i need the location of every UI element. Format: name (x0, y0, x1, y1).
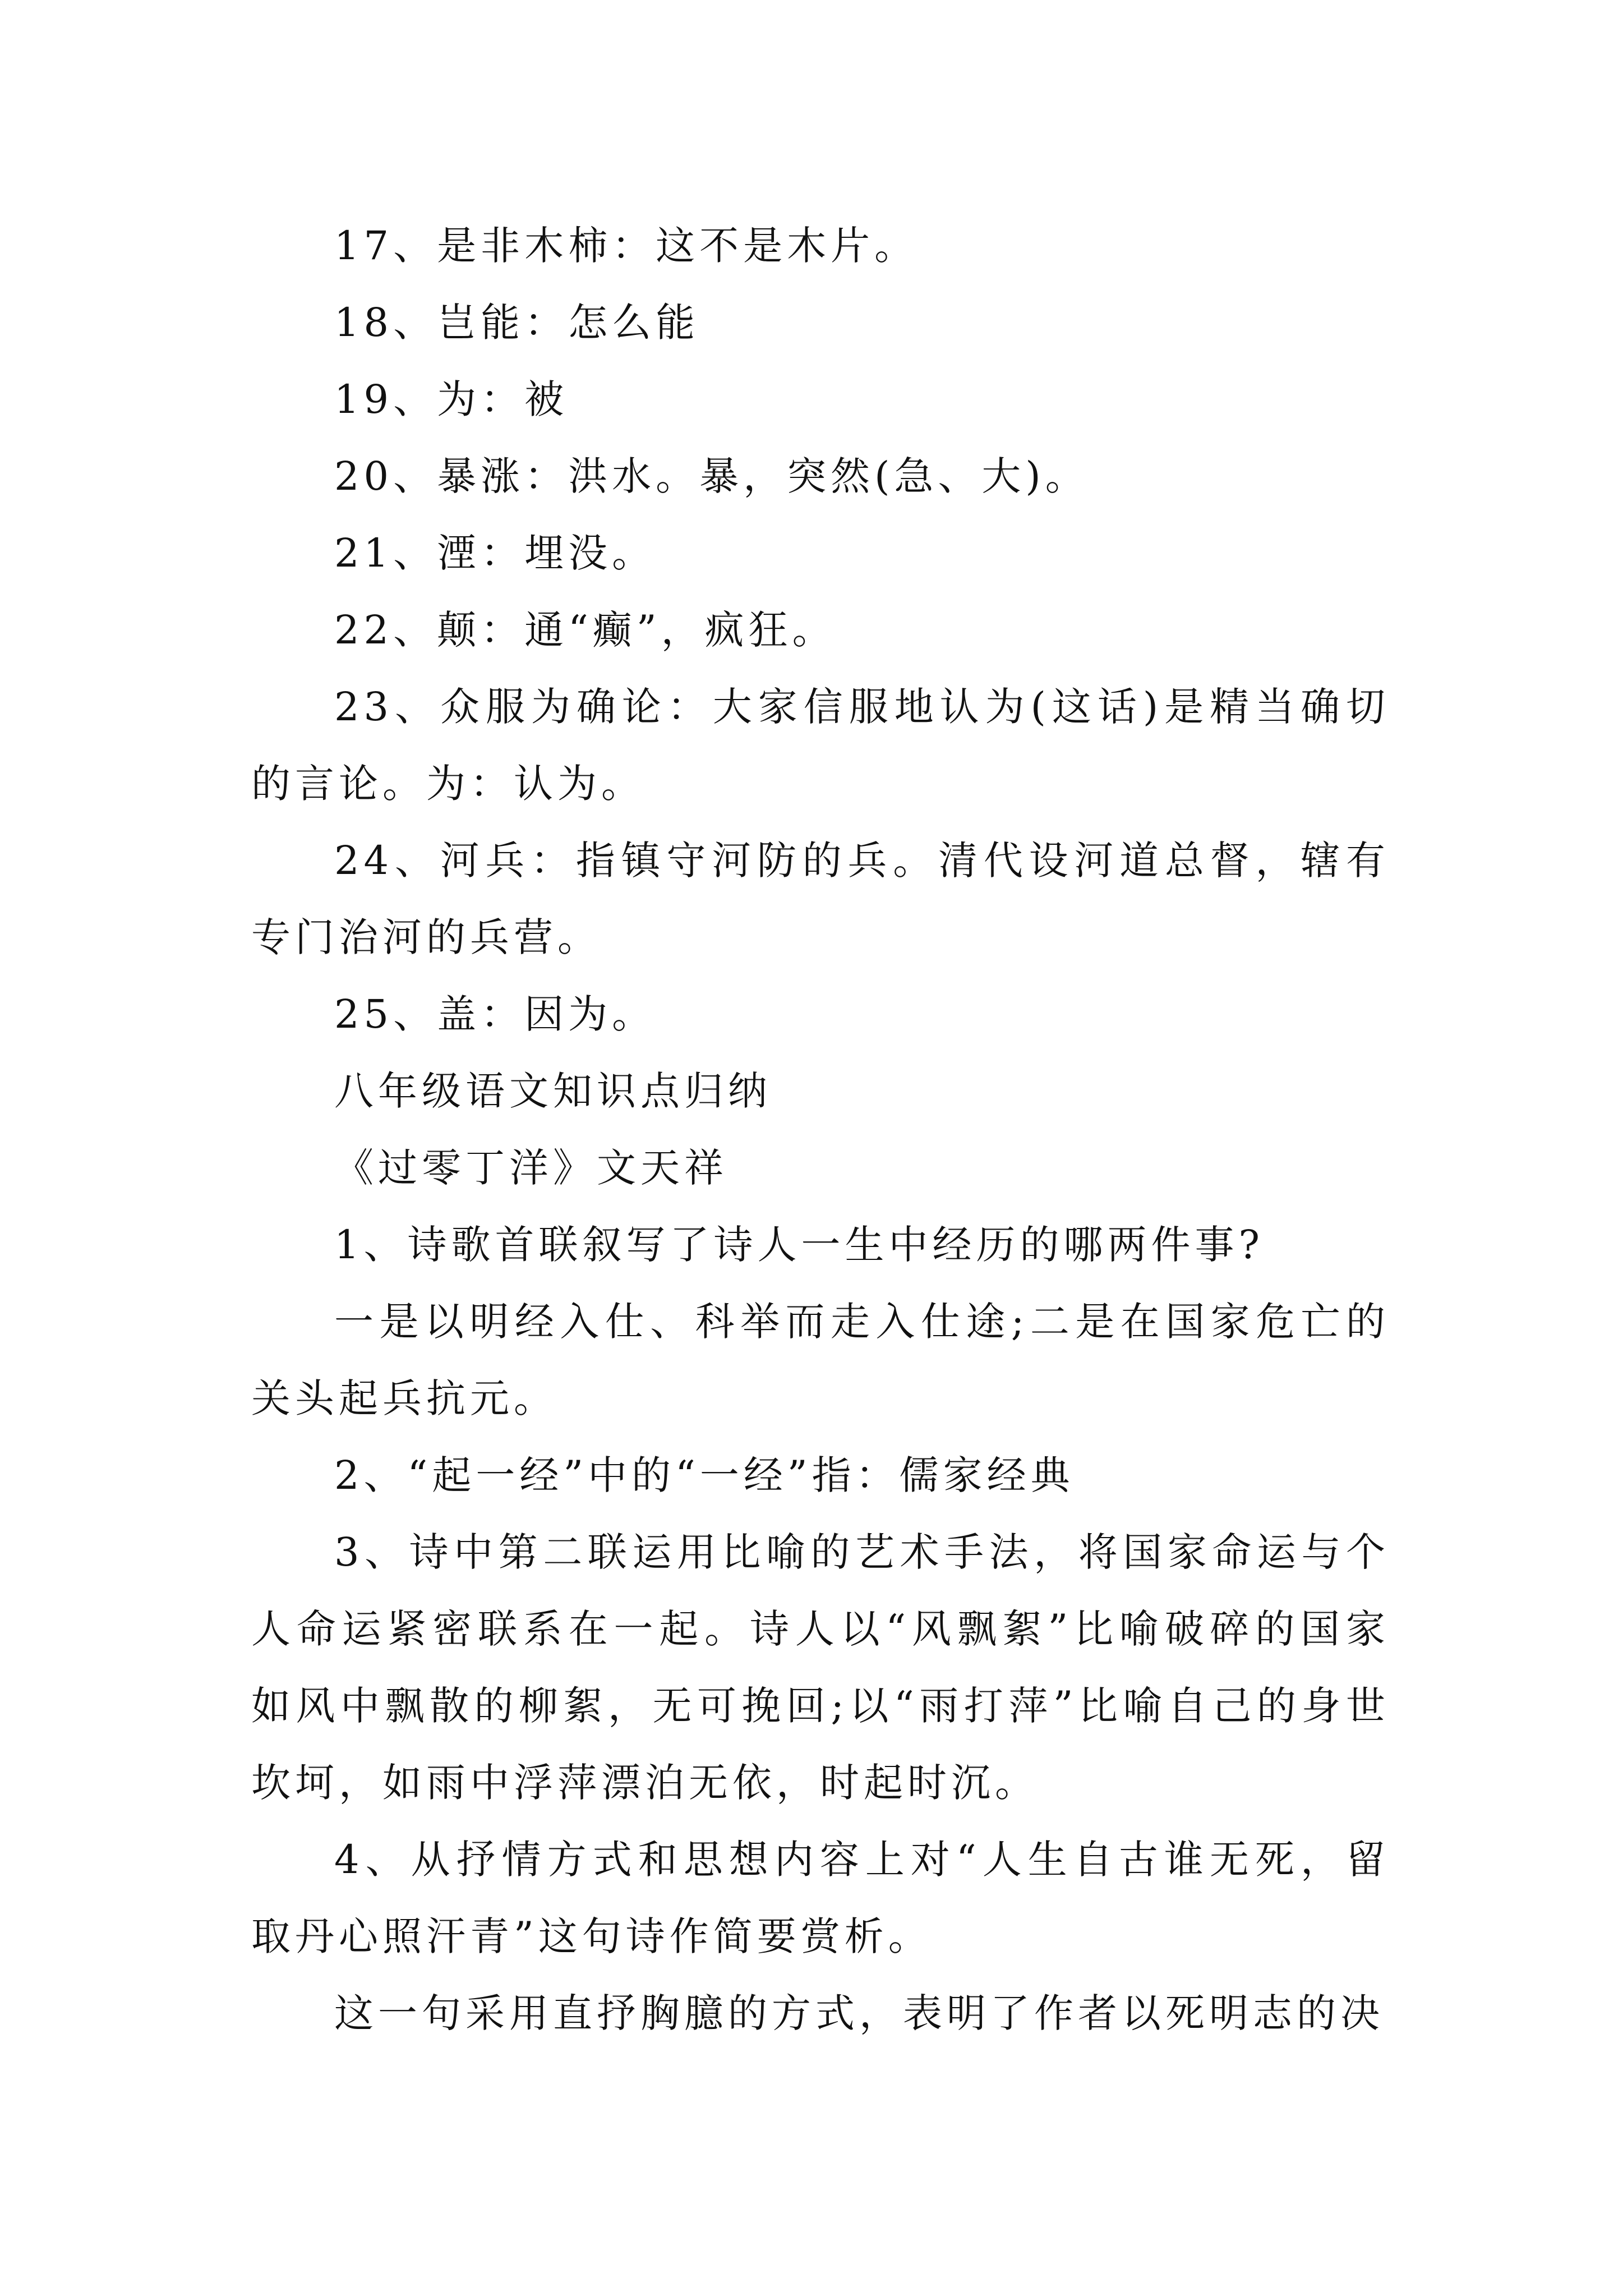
paragraph-item-24: 24、河兵：指镇守河防的兵。清代设河道总督，辖有专门治河的兵营。 (251, 838, 1390, 960)
document-body (251, 208, 1390, 2052)
paragraph-item-23: 23、众服为确论：大家信服地认为(这话)是精当确切的言论。为：认为。 (251, 684, 1390, 807)
paragraph-item-20: 20、暴涨：洪水。暴，突然(急、大)。 (334, 453, 1089, 499)
paragraph-item-22: 22、颠：通“癫”，疯狂。 (334, 607, 836, 653)
paragraph-item-17: 17、是非木柿：这不是木片。 (334, 223, 919, 269)
question-1: 1、诗歌首联叙写了诗人一生中经历的哪两件事? (334, 1222, 1265, 1268)
section-heading: 八年级语文知识点归纳 (334, 1068, 772, 1114)
paragraph-item-21: 21、湮：埋没。 (334, 530, 656, 576)
paragraph-item-19: 19、为：被 (334, 376, 569, 422)
question-3: 3、诗中第二联运用比喻的艺术手法，将国家命运与个人命运紧密联系在一起。诗人以“风飘絮”比喻破碎的国家如风中飘散的柳絮，无可挽回;以“雨打萍”比喻自己的身世坎坷，如雨中浮萍漂泊无依，时起时沉。 (251, 1529, 1390, 1806)
question-4: 4、从抒情方式和思想内容上对“人生自古谁无死，留取丹心照汗青”这句诗作简要赏析。 (251, 1837, 1390, 1959)
answer-4: 这一句采用直抒胸臆的方式，表明了作者以死明志的决 (334, 1990, 1384, 2036)
answer-1: 一是以明经入仕、科举而走入仕途;二是在国家危亡的关头起兵抗元。 (251, 1299, 1390, 1421)
poem-title: 《过零丁洋》文天祥 (334, 1145, 728, 1191)
paragraph-item-25: 25、盖：因为。 (334, 991, 656, 1037)
paragraph-item-18: 18、岂能：怎么能 (334, 300, 700, 346)
question-2: 2、“起一经”中的“一经”指：儒家经典 (334, 1452, 1075, 1498)
